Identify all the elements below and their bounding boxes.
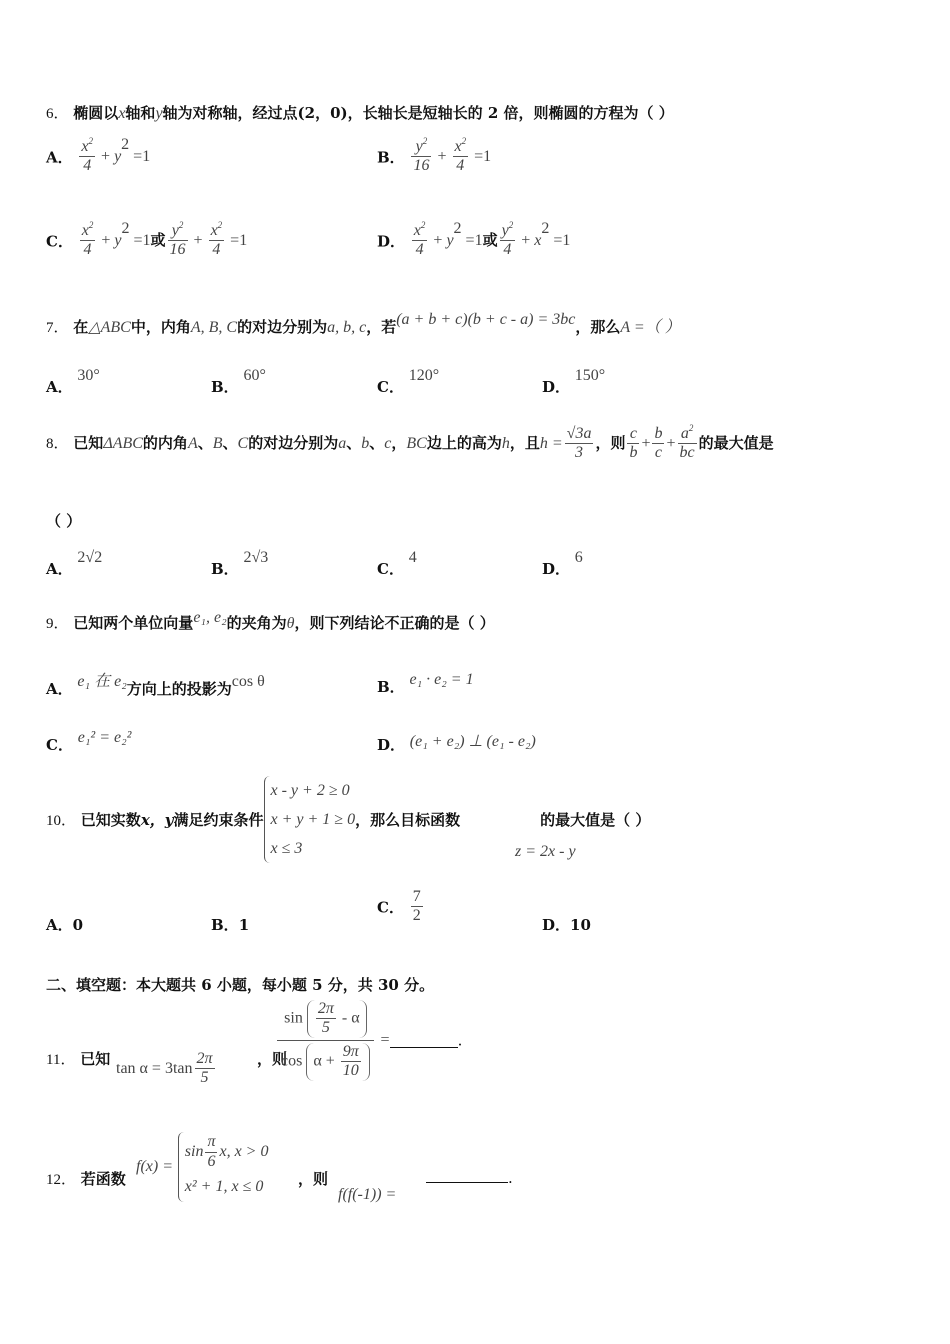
q12-ask: f(f(-1)) = [338, 1186, 397, 1203]
q8-option-b[interactable]: B． 2√3 [211, 549, 269, 578]
q7-option-d[interactable]: D． 150° [542, 367, 606, 396]
answer-blank[interactable] [426, 1168, 508, 1183]
fraction: $\frac{2\pi}{5}$ [196, 1050, 213, 1087]
constraint-system: x - y + 2 ≥ 0 x + y + 1 ≥ 0 x ≤ 3 [264, 776, 356, 863]
q6-option-d[interactable]: D． $\frac{x^2}{4}$ + $y^2 =1$或 $\frac{y^2}{4}$ + $x^2 =1$ [377, 220, 571, 259]
fraction: $\frac{√3a}{3}$ [566, 425, 592, 462]
q7-option-a[interactable]: A． 30° [46, 367, 100, 396]
fraction: $\frac{a^2}{bc}$ [679, 423, 695, 462]
q8-option-c[interactable]: C． 4 [377, 549, 417, 578]
fraction: $\frac{y^2}{16}$ [413, 136, 430, 175]
fraction: $\frac{x^2}{4}$ [210, 220, 223, 259]
q8-answer-paren: （ ） [46, 512, 82, 530]
fraction: sin $\frac{2\pi}{5}$ - α cos α + $\frac{9\pi}{10}$ [277, 998, 374, 1083]
q10-option-c[interactable]: C． $\frac{7}{2}$ [377, 888, 421, 925]
q9-option-d[interactable]: D． (e₁ + e₂) ⊥ (e₁ - e₂) [377, 733, 536, 754]
q6-number: 6． [46, 106, 69, 122]
q12-number: 12． [46, 1172, 77, 1188]
fraction: $\frac{x^2}{4}$ [413, 220, 426, 259]
q6-option-c[interactable]: C． $\frac{x^2}{4}$ + $y^2 =1$或 $\frac{y^2}{16}$ + $\frac{x^2}{4}$ =1 [46, 220, 248, 259]
q10-option-b[interactable]: B．1 [211, 916, 250, 934]
fraction: $\frac{y^2}{4}$ [501, 220, 514, 259]
q10-target-function: z = 2x - y [515, 843, 576, 860]
q9-option-a[interactable]: A． e₁ 在 e₂方向上的投影为cos θ [46, 673, 265, 698]
q9-option-c[interactable]: C． e₁² = e₂² [46, 729, 132, 754]
q6-option-a[interactable]: A． $\frac{x^2}{4}$ + $y^2 =1$ [46, 136, 151, 175]
q6-option-b[interactable]: B． $\frac{y^2}{16}$ + $\frac{x^2}{4}$ =1 [377, 136, 492, 175]
fraction: $\frac{x^2}{4}$ [81, 220, 94, 259]
q7-option-b[interactable]: B． 60° [211, 367, 266, 396]
q10-stem: 10． 已知实数x，y满足约束条件 x - y + 2 ≥ 0 x + y + 1 ≥ 0 x ≤ 3 ，那么目标函数 的最大值是（ ） [46, 776, 650, 863]
answer-blank[interactable] [390, 1033, 458, 1048]
q9-option-b[interactable]: B． e₁ · e₂ = 1 [377, 671, 474, 696]
q11-given: tan α = 3tan $\frac{2\pi}{5}$ [116, 1050, 213, 1087]
q10-number: 10． [46, 813, 77, 829]
q11-number: 11． [46, 1052, 76, 1068]
q9-number: 9． [46, 616, 69, 632]
q7-number: 7． [46, 320, 69, 336]
q11-expression: sin $\frac{2\pi}{5}$ - α cos α + $\frac{9\pi}{10}$ = . [275, 998, 462, 1083]
q7-stem: 7． 在△ABC中，内角A, B, C的对边分别为a, b, c，若(a + b + c)(b + c - a) = 3bc，那么A =（ ） [46, 311, 681, 336]
q11-stem-prefix: 11． 已知 [46, 1050, 111, 1068]
q8-stem: 8． 已知ΔABC的内角A、B、C的对边分别为a、b、c，BC边上的高为h，且h = $\frac{√3a}{3}$ ，则 $\frac{c}{b}$ + $\frac{b}{c}$ + $\frac{a^2}{bc}$ 的最大值是 [46, 423, 774, 462]
fraction: $\frac{x^2}{4}$ [454, 136, 467, 175]
q8-option-a[interactable]: A． 2√2 [46, 549, 103, 578]
fraction: $\frac{x^2}{4}$ [81, 136, 94, 175]
piecewise-cases: sin $\frac{\pi}{6}$ x, x > 0 x² + 1, x ≤ 0 [178, 1132, 269, 1202]
fraction: $\frac{b}{c}$ [654, 425, 663, 462]
q6-stem: 6． 椭圆以x轴和y轴为对称轴，经过点(2，0)，长轴长是短轴长的 2 倍，则椭圆的方程为（ ） [46, 104, 674, 122]
q8-number: 8． [46, 435, 69, 452]
q7-option-c[interactable]: C． 120° [377, 367, 440, 396]
section-title-fill-in: 二、填空题：本大题共 6 小题，每小题 5 分，共 30 分。 [46, 976, 435, 994]
q10-option-d[interactable]: D．10 [542, 916, 591, 934]
q12-answer: . [426, 1168, 513, 1187]
fraction: $\frac{c}{b}$ [629, 425, 638, 462]
q8-option-d[interactable]: D． 6 [542, 549, 583, 578]
fraction: $\frac{7}{2}$ [412, 888, 421, 925]
q10-option-a[interactable]: A．0 [46, 916, 84, 934]
fraction: $\frac{y^2}{16}$ [169, 220, 186, 259]
q9-stem: 9． 已知两个单位向量e₁, e₂的夹角为θ，则下列结论不正确的是（ ） [46, 609, 495, 632]
q12-stem-prefix: 12． 若函数 [46, 1170, 126, 1188]
q12-function: f(x) = sin $\frac{\pi}{6}$ x, x > 0 x² + 1, x ≤ 0 [136, 1132, 268, 1202]
